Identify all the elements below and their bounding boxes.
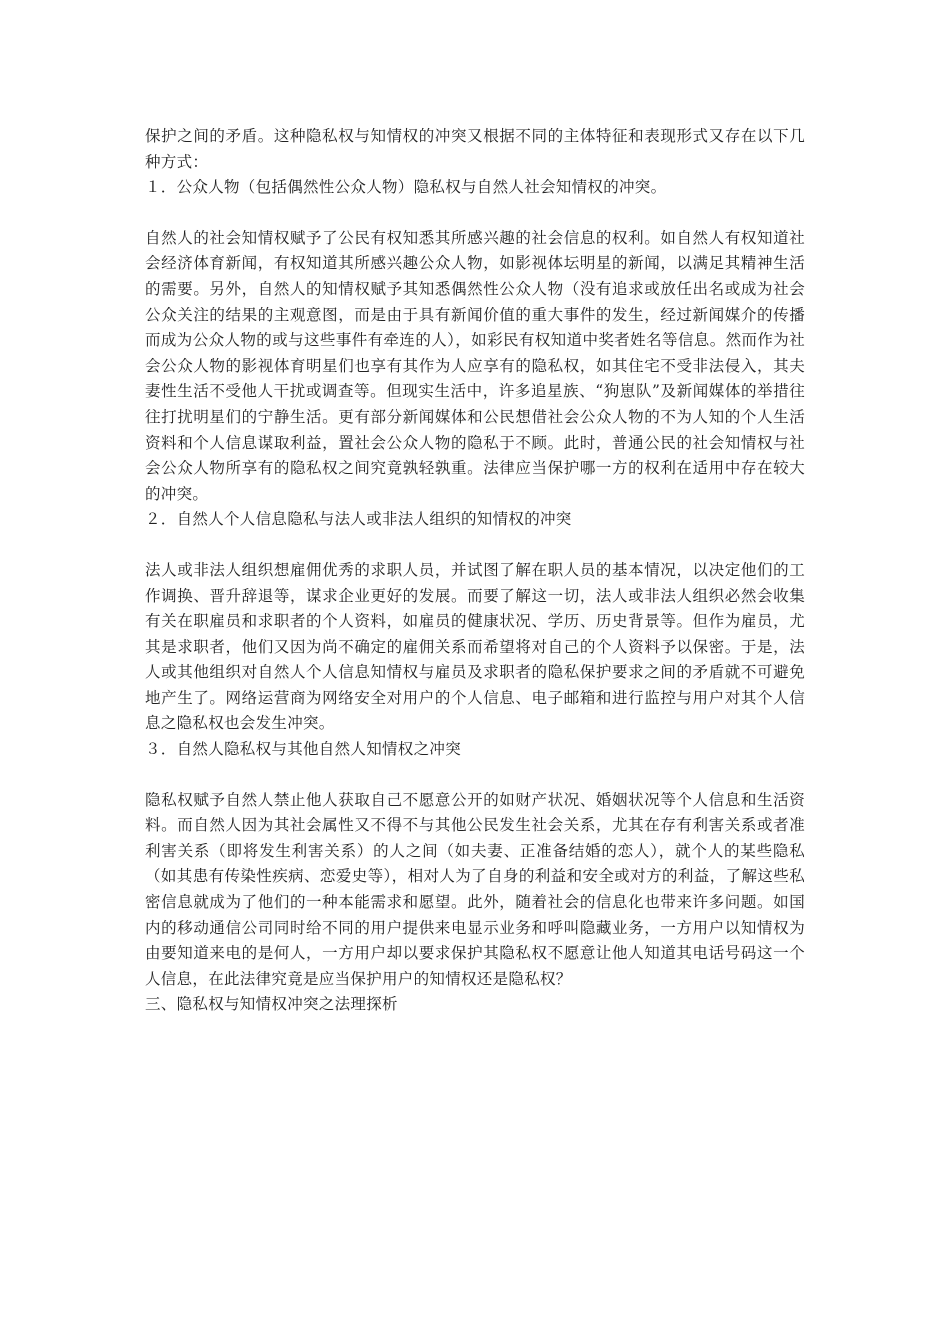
section-1-paragraph: 自然人的社会知情权赋予了公民有权知悉其所感兴趣的社会信息的权利。如自然人有权知道社会经济体育新闻，有权知道其所感兴趣公众人物，如影视体坛明星的新闻，以满足其精神生活的需要。另外，自然人的知情权赋予其知悉偶然性公众人物（没有追求或放任出名或成为社会公众关注的结果的主观意图，而是由于具有新闻价值的重大事件的发生，经过新闻媒介的传播而成为公众人物的或与这些事件有牵连的人），如彩民有权知道中奖者姓名等信息。然而作为社会公众人物的影视体育明星们也享有其作为人应享有的隐私权，如其住宅不受非法侵入，其夫妻性生活不受他人干扰或调查等。但现实生活中，许多追星族、“狗崽队”及新闻媒体的举措往往打扰明星们的宁静生活。更有部分新闻媒体和公民想借社会公众人物的不为人知的个人生活资料和个人信息谋取利益，置社会公众人物的隐私于不顾。此时，普通公民的社会知情权与社会公众人物所享有的隐私权之间究竟孰轻孰重。法律应当保护哪一方的权利在适用中存在较大的冲突。 [145,228,805,503]
section-2-heading: ２．自然人个人信息隐私与法人或非法人组织的知情权的冲突 [145,510,572,529]
section-2-paragraph: 法人或非法人组织想雇佣优秀的求职人员，并试图了解在职人员的基本情况，以决定他们的工作调换、晋升辞退等，谋求企业更好的发展。而要了解这一切，法人或非法人组织必然会收集有关在职雇员和求职者的个人资料，如雇员的健康状况、学历、历史背景等。但作为雇员，尤其是求职者，他们又因为尚不确定的雇佣关系而希望将对自己的个人资料予以保密。于是，法人或其他组织对自然人个人信息知情权与雇员及求职者的隐私保护要求之间的矛盾就不可避免地产生了。网络运营商为网络安全对用户的个人信息、电子邮箱和进行监控与用户对其个人信息之隐私权也会发生冲突。 [145,560,805,733]
section-1-heading: １．公众人物（包括偶然性公众人物）隐私权与自然人社会知情权的冲突。 [145,178,667,197]
document-page [145,124,805,1018]
section-3-heading: ３．自然人隐私权与其他自然人知情权之冲突 [145,740,462,759]
intro-paragraph: 保护之间的矛盾。这种隐私权与知情权的冲突又根据不同的主体特征和表现形式又存在以下几种方式： [145,127,805,171]
chapter-three-title: 三、隐私权与知情权冲突之法理探析 [145,995,398,1014]
section-3-paragraph: 隐私权赋予自然人禁止他人获取自己不愿意公开的如财产状况、婚姻状况等个人信息和生活资料。而自然人因为其社会属性又不得不与其他公民发生社会关系，尤其在存有利害关系或者准利害关系（即将发生利害关系）的人之间（如夫妻、正准备结婚的恋人），就个人的某些隐私（如其患有传染性疾病、恋爱史等），相对人为了自身的利益和安全或对方的利益，了解这些私密信息就成为了他们的一种本能需求和愿望。此外，随着社会的信息化也带来许多问题。如国内的移动通信公司同时给不同的用户提供来电显示业务和呼叫隐藏业务，一方用户以知情权为由要知道来电的是何人，一方用户却以要求保护其隐私权不愿意让他人知道其电话号码这一个人信息，在此法律究竟是应当保护用户的知情权还是隐私权？ [145,790,805,988]
